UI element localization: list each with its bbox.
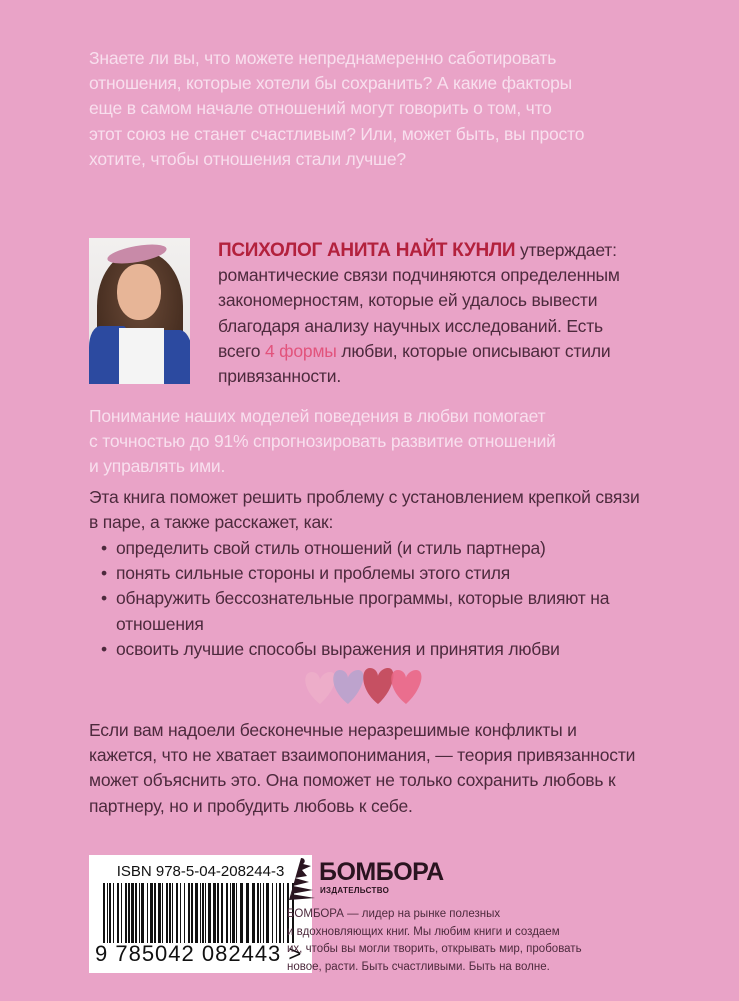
barcode-bar xyxy=(252,883,255,943)
isbn-text: ISBN 978-5-04-208244-3 xyxy=(116,863,285,880)
barcode-bar xyxy=(213,883,216,943)
author-photo xyxy=(89,238,190,384)
text-line: еще в самом начале отношений могут говорить о том, что xyxy=(89,98,552,119)
text-line: отношения, которые хотели бы сохранить? А какие факторы xyxy=(89,73,573,94)
text-line: новое, расти. Быть счастливыми. Быть на волне. xyxy=(287,960,550,973)
benefits-list xyxy=(101,536,609,662)
hearts-icon xyxy=(300,660,440,708)
barcode-bar xyxy=(260,883,261,943)
text-line: Если вам надоели бесконечные неразрешимые конфликты и xyxy=(89,720,577,740)
barcode-bar xyxy=(195,883,198,943)
publisher-logo-icon xyxy=(287,856,317,900)
text-line: и вдохновляющих книг. Мы любим книги и создаем xyxy=(287,925,560,938)
barcode-bar xyxy=(154,883,156,943)
barcode-bar xyxy=(246,883,249,943)
barcode-bar xyxy=(166,883,168,943)
barcode-bar xyxy=(113,883,114,943)
barcode-bar xyxy=(107,883,108,943)
list-item: • обнаружить бессознательные программы, которые влияют на отношения xyxy=(101,586,609,636)
text-line: с точностью до 91% спрогнозировать развитие отношений xyxy=(89,431,556,452)
text-line: привязанности. xyxy=(218,366,341,387)
barcode-bar xyxy=(109,883,111,943)
list-item: • определить свой стиль отношений (и стиль партнера) xyxy=(101,536,609,561)
barcode-bar xyxy=(200,883,201,943)
closing-paragraph xyxy=(89,718,635,819)
barcode-bar xyxy=(230,883,231,943)
barcode-bar xyxy=(236,883,237,943)
intro-paragraph xyxy=(89,46,584,172)
barcode-bar xyxy=(272,883,273,943)
barcode-bars xyxy=(103,883,299,943)
text-line: и управлять ими. xyxy=(89,456,226,477)
barcode-bar xyxy=(184,883,185,943)
barcode-bar xyxy=(121,883,122,943)
barcode-bar xyxy=(139,883,140,943)
text-line: Знаете ли вы, что можете непреднамеренно саботировать xyxy=(89,48,557,68)
author-paragraph xyxy=(218,238,620,389)
barcode-bar xyxy=(162,883,163,943)
text-line: Эта книга поможет решить проблему с установлением крепкой связи xyxy=(89,487,640,507)
barcode-bar xyxy=(141,883,144,943)
four-forms-highlight: 4 формы xyxy=(264,340,337,361)
text-line: в паре, а также расскажет, как: xyxy=(89,512,334,533)
text-line: хотите, чтобы отношения стали лучше? xyxy=(89,148,406,169)
barcode-bar xyxy=(266,883,269,943)
barcode-bar xyxy=(263,883,264,943)
barcode-bar xyxy=(188,883,190,943)
barcode-bar xyxy=(117,883,119,943)
barcode-bar xyxy=(232,883,235,943)
text-line: кажется, что не хватает взаимопонимания, — теория привязанности xyxy=(89,745,636,766)
barcode-bar xyxy=(131,883,134,943)
barcode-bar xyxy=(172,883,173,943)
barcode-bar xyxy=(169,883,171,943)
barcode-bar xyxy=(180,883,181,943)
barcode-bar xyxy=(205,883,206,943)
text-fragment: утверждает: xyxy=(515,240,617,260)
text-line: партнеру, но и пробудить любовь к себе. xyxy=(89,795,413,816)
barcode-bar xyxy=(125,883,127,943)
barcode-bar xyxy=(147,883,148,943)
isbn-barcode xyxy=(89,855,312,973)
barcode-bar xyxy=(221,883,223,943)
text-line: этот союз не станет счастливым? Или, может быть, вы просто xyxy=(89,123,585,144)
text-fragment: всего xyxy=(218,340,265,361)
text-line: благодаря анализу научных исследований. Есть xyxy=(218,315,603,336)
barcode-bar xyxy=(279,883,281,943)
logo-subtitle: ИЗДАТЕЛЬСТВО xyxy=(320,886,390,895)
barcode-digits: 9 785042 082443 > xyxy=(95,941,303,966)
barcode-bar xyxy=(276,883,277,943)
barcode-bar xyxy=(158,883,161,943)
logo-name: БОМБОРА xyxy=(319,858,444,886)
barcode-bar xyxy=(128,883,130,943)
barcode-bar xyxy=(217,883,219,943)
text-line: романтические связи подчиняются определенным xyxy=(218,265,620,286)
text-line: закономерностям, которые ей удалось вывести xyxy=(218,290,598,311)
barcode-bar xyxy=(150,883,153,943)
publisher-description xyxy=(287,906,582,976)
barcode-bar xyxy=(257,883,259,943)
barcode-bar xyxy=(103,883,105,943)
text-line: Понимание наших моделей поведения в любви помогает xyxy=(89,406,546,426)
list-item: • освоить лучшие способы выражения и принятия любви xyxy=(101,637,609,662)
list-item: • понять сильные стороны и проблемы этого стиля xyxy=(101,561,609,586)
understanding-paragraph xyxy=(89,404,556,480)
book-paragraph xyxy=(89,485,640,535)
text-fragment: любви, которые описывают стили xyxy=(336,340,611,361)
barcode-bar xyxy=(202,883,204,943)
barcode-bar xyxy=(135,883,137,943)
barcode-bar xyxy=(208,883,211,943)
publisher-logo xyxy=(287,856,444,902)
barcode-bar xyxy=(240,883,243,943)
barcode-bar xyxy=(226,883,228,943)
barcode-bar xyxy=(191,883,193,943)
barcode-bar xyxy=(176,883,178,943)
text-line: может объяснить это. Она поможет не только сохранить любовь к xyxy=(89,770,616,791)
barcode-bar xyxy=(283,883,284,943)
text-line: их, чтобы вы могли творить, открывать мир, пробовать xyxy=(287,943,582,955)
text-line: БОМБОРА — лидер на рынке полезных xyxy=(287,908,501,920)
author-name: ПСИХОЛОГ АНИТА НАЙТ КУНЛИ xyxy=(218,240,516,261)
